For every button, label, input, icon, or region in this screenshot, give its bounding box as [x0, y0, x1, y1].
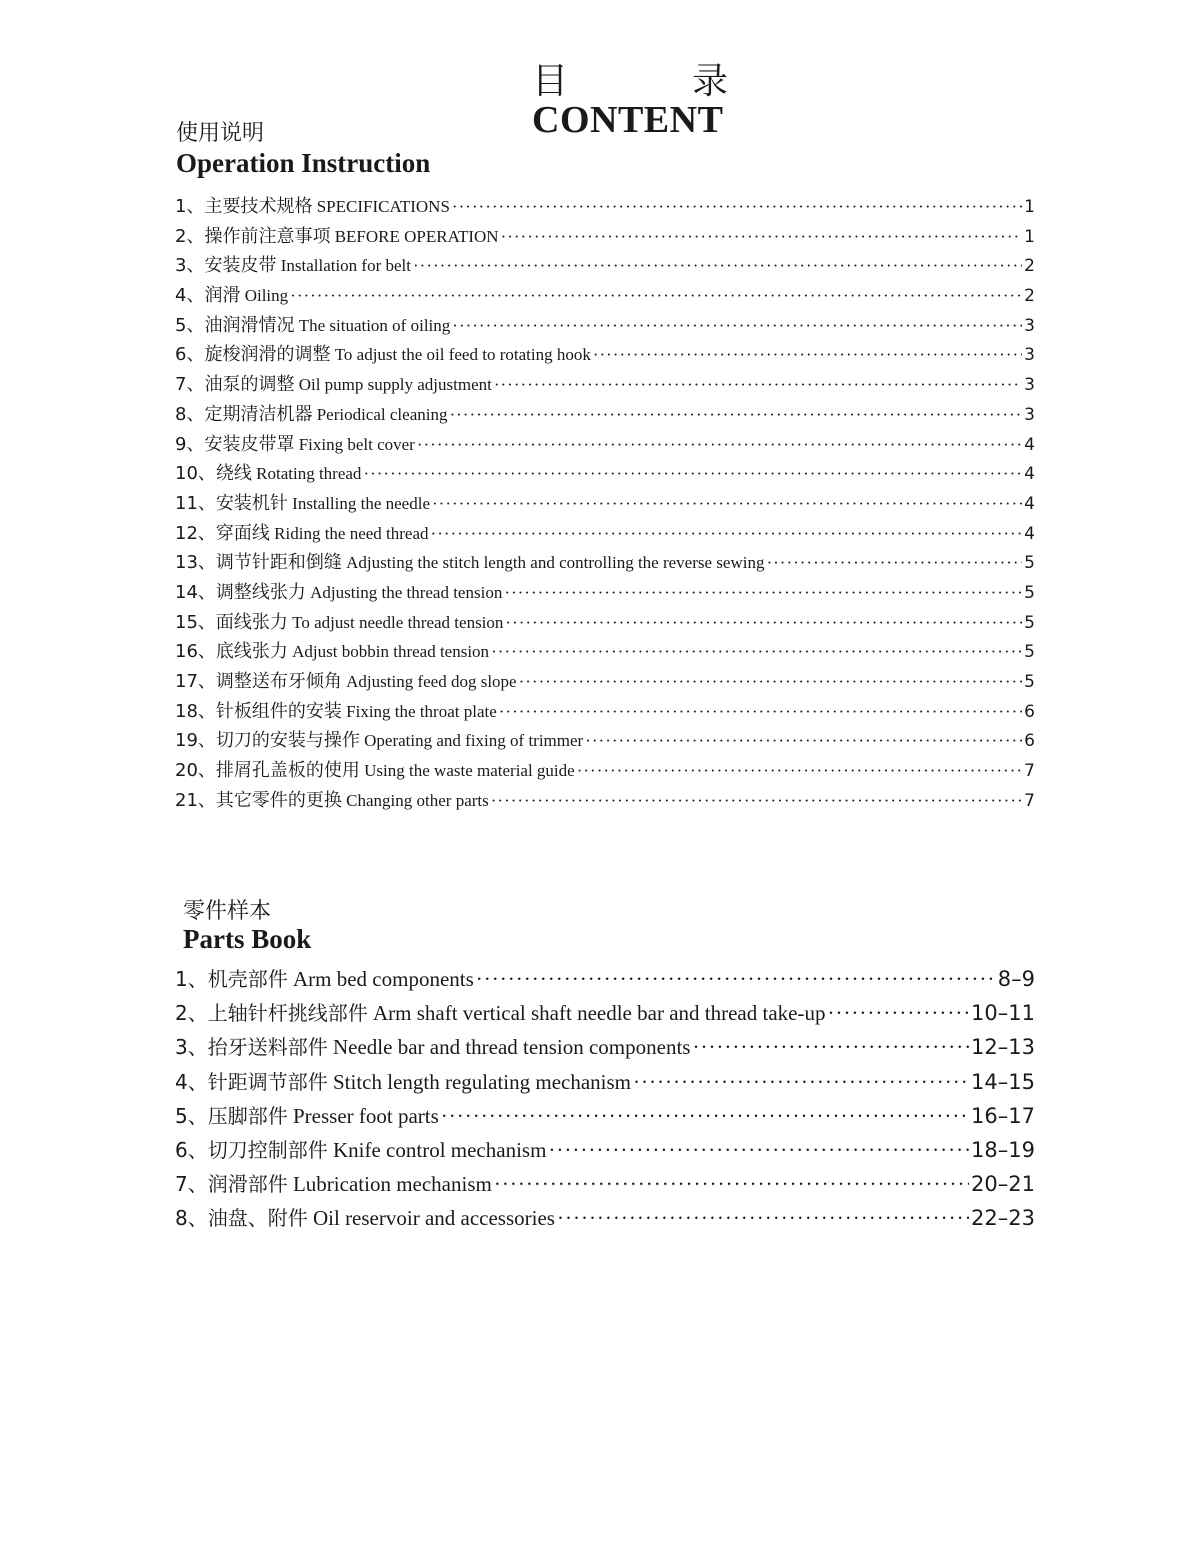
toc-entry-number: 2、	[175, 1001, 208, 1026]
toc-entry-title-chinese: 机壳部件	[207, 967, 288, 991]
toc-entry-page: 14–15	[971, 1069, 1035, 1094]
toc-leader-dots	[417, 435, 1022, 455]
toc-entry-title: Stitch length regulating mechanism	[332, 1069, 632, 1094]
toc-entry-page: 7	[1024, 761, 1035, 782]
toc-entry-label	[175, 1134, 546, 1163]
toc-leader-dots	[491, 791, 1022, 811]
toc-entry[interactable]	[175, 489, 1035, 519]
toc-entry-number: 4、	[175, 285, 205, 307]
page-title-chinese	[532, 62, 728, 102]
toc-entry-page: 5	[1024, 672, 1035, 692]
toc-entry-number: 18、	[175, 700, 216, 722]
toc-entry-page: 6	[1024, 701, 1035, 722]
toc-entry[interactable]	[175, 192, 1035, 222]
toc-entry[interactable]	[175, 756, 1035, 786]
toc-entry-page: 2	[1024, 286, 1035, 307]
toc-entry-page: 4	[1024, 434, 1035, 455]
toc-entry-page: 16–17	[971, 1103, 1035, 1128]
toc-entry-page: 4	[1024, 464, 1035, 485]
toc-entry-page: 4	[1024, 523, 1035, 544]
toc-entry-title: Adjusting the stitch length and controlling the reverse sewing	[346, 553, 765, 573]
parts-heading: Parts Book	[183, 924, 312, 954]
toc-entry-page: 3	[1024, 404, 1035, 425]
toc-entry-title-chinese: 油盘、附件	[207, 1206, 308, 1231]
toc-entry-label	[175, 637, 489, 663]
toc-entry-title-chinese: 排屑孔盖板的使用	[215, 760, 360, 782]
toc-entry-number: 6、	[175, 344, 205, 366]
toc-leader-dots	[766, 553, 1022, 573]
parts-heading-chinese: 零件样本	[183, 899, 272, 924]
toc-entry-title: Riding the need thread	[274, 523, 429, 543]
toc-entry-title-chinese: 油泵的调整	[204, 374, 295, 396]
toc-entry-label	[175, 726, 583, 752]
toc-leader-dots	[491, 642, 1022, 662]
toc-entry-number: 11、	[175, 492, 216, 514]
toc-leader-dots	[494, 375, 1022, 395]
toc-entry-title: To adjust needle thread tension	[292, 612, 504, 632]
toc-entry-label	[175, 459, 361, 485]
toc-entry[interactable]	[175, 430, 1035, 460]
toc-entry-label	[175, 222, 499, 248]
toc-entry-number: 20、	[175, 760, 216, 782]
toc-leader-dots	[504, 583, 1022, 603]
toc-entry-title-chinese: 针板组件的安装	[215, 700, 342, 722]
toc-leader-dots	[290, 286, 1022, 306]
toc-entry-number: 15、	[175, 611, 216, 633]
toc-entry-number: 5、	[175, 314, 205, 336]
toc-entry-label	[175, 997, 825, 1026]
toc-entry-number: 3、	[175, 255, 205, 277]
toc-entry-page: 1	[1024, 197, 1035, 217]
toc-leader-dots	[431, 524, 1023, 544]
toc-entry-title: SPECIFICATIONS	[316, 197, 450, 216]
toc-entry-number: 12、	[175, 522, 216, 544]
toc-entry-label	[175, 519, 429, 545]
toc-entry-title-chinese: 旋梭润滑的调整	[204, 344, 331, 366]
toc-entry-title-chinese: 其它零件的更换	[215, 789, 342, 811]
toc-entry[interactable]	[175, 963, 1035, 997]
toc-entry[interactable]	[175, 548, 1035, 578]
toc-entry-number: 9、	[175, 433, 205, 455]
toc-entry-page: 1	[1024, 226, 1035, 247]
toc-entry[interactable]	[175, 251, 1035, 281]
toc-leader-dots	[633, 1070, 969, 1095]
toc-entry[interactable]	[175, 1066, 1035, 1100]
title-char-1: 目	[532, 61, 569, 102]
toc-entry-label	[175, 340, 591, 366]
toc-entry-title: Oil pump supply adjustment	[298, 375, 492, 395]
toc-entry-label	[175, 786, 489, 812]
toc-entry-page: 10–11	[971, 1001, 1035, 1026]
toc-entry-title-chinese: 调整送布牙倾角	[215, 671, 342, 692]
toc-leader-dots	[476, 967, 996, 992]
toc-entry-label	[175, 756, 575, 782]
toc-entry-title: Oil reservoir and accessories	[312, 1206, 555, 1231]
toc-entry[interactable]	[175, 1168, 1035, 1202]
toc-leader-dots	[499, 702, 1022, 722]
toc-entry-number: 21、	[175, 789, 216, 811]
toc-entry[interactable]	[175, 519, 1035, 549]
toc-entry[interactable]	[175, 222, 1035, 252]
toc-entry-number: 10、	[175, 463, 216, 485]
toc-entry-page: 5	[1024, 612, 1035, 633]
toc-entry[interactable]	[175, 281, 1035, 311]
toc-entry[interactable]	[175, 667, 1035, 697]
operation-heading-chinese: 使用说明	[176, 121, 265, 146]
toc-entry-title-chinese: 绕线	[215, 463, 252, 485]
toc-leader-dots	[413, 256, 1022, 276]
toc-entry-number: 17、	[175, 671, 216, 692]
toc-entry-title: Installing the needle	[292, 493, 430, 513]
toc-entry-title-chinese: 调整线张力	[215, 581, 306, 603]
toc-entry-title: Knife control mechanism	[332, 1137, 547, 1162]
toc-entry-label	[175, 400, 447, 426]
toc-entry-title-chinese: 针距调节部件	[207, 1069, 328, 1094]
toc-entry-number: 13、	[175, 552, 216, 574]
toc-entry-number: 16、	[175, 641, 216, 663]
toc-entry-title: Adjusting feed dog slope	[346, 672, 517, 691]
toc-entry-title: The situation of oiling	[298, 315, 451, 335]
toc-leader-dots	[519, 672, 1023, 692]
toc-entry[interactable]	[175, 400, 1035, 430]
toc-entry-label	[175, 608, 503, 634]
toc-entry-page: 3	[1024, 375, 1035, 396]
toc-entry-title-chinese: 安装皮带	[204, 255, 277, 277]
toc-entry-label	[175, 251, 411, 277]
toc-entry[interactable]	[175, 1134, 1035, 1168]
toc-entry-number: 7、	[175, 1172, 208, 1197]
toc-entry-title: Installation for belt	[280, 256, 412, 276]
toc-entry[interactable]	[175, 697, 1035, 727]
toc-entry-page: 20–21	[971, 1172, 1035, 1197]
toc-entry-title-chinese: 安装皮带罩	[204, 433, 295, 455]
toc-entry-title: Rotating thread	[256, 464, 362, 484]
toc-entry-title: Needle bar and thread tension components	[332, 1035, 691, 1060]
toc-entry-title: Fixing belt cover	[298, 434, 415, 454]
toc-entry-number: 8、	[175, 403, 205, 425]
toc-entry-title-chinese: 压脚部件	[207, 1103, 288, 1128]
toc-leader-dots	[494, 1172, 969, 1197]
toc-entry-number: 2、	[175, 225, 205, 247]
toc-entry-number: 5、	[175, 1103, 208, 1128]
toc-entry-title: Fixing the throat plate	[346, 701, 497, 721]
toc-entry-title-chinese: 操作前注意事项	[204, 225, 331, 247]
toc-entry[interactable]	[175, 340, 1035, 370]
toc-entry-label	[175, 1100, 439, 1129]
toc-entry-number: 7、	[175, 374, 205, 396]
toc-entry-number: 6、	[175, 1137, 208, 1162]
toc-leader-dots	[441, 1104, 969, 1129]
toc-entry[interactable]	[175, 786, 1035, 816]
toc-entry-title-chinese: 穿面线	[215, 522, 270, 544]
toc-leader-dots	[557, 1206, 969, 1231]
toc-entry-page: 3	[1024, 315, 1035, 336]
toc-entry-label	[175, 578, 502, 604]
toc-entry-title-chinese: 切刀控制部件	[207, 1137, 328, 1162]
toc-entry[interactable]	[175, 726, 1035, 756]
toc-entry[interactable]	[175, 1100, 1035, 1134]
toc-leader-dots	[593, 345, 1022, 365]
toc-entry-title-chinese: 安装机针	[215, 492, 288, 514]
toc-entry-label	[175, 430, 415, 456]
toc-entry-title: Arm bed components	[292, 967, 474, 991]
toc-entry-page: 12–13	[971, 1035, 1035, 1060]
toc-entry-title-chinese: 主要技术规格	[204, 196, 313, 217]
toc-leader-dots	[577, 761, 1022, 781]
toc-entry-title: Arm shaft vertical shaft needle bar and thread take-up	[372, 1001, 826, 1026]
toc-entry-title-chinese: 调节针距和倒缝	[215, 552, 342, 574]
toc-entry-page: 5	[1024, 582, 1035, 603]
toc-leader-dots	[827, 1001, 969, 1026]
toc-entry-label	[175, 667, 517, 693]
toc-leader-dots	[449, 405, 1022, 425]
toc-entry-label	[175, 1168, 492, 1197]
toc-entry-title: Changing other parts	[346, 790, 489, 810]
toc-entry[interactable]	[175, 578, 1035, 608]
toc-entry-title-chinese: 油润滑情况	[204, 314, 295, 336]
toc-entry-title: Using the waste material guide	[364, 761, 575, 781]
toc-entry-label	[175, 1066, 631, 1095]
toc-entry-number: 3、	[175, 1035, 208, 1060]
toc-entry[interactable]	[175, 370, 1035, 400]
toc-entry[interactable]	[175, 637, 1035, 667]
toc-leader-dots	[363, 464, 1022, 484]
toc-entry-page: 7	[1024, 790, 1035, 811]
toc-entry-label	[175, 963, 474, 992]
toc-leader-dots	[452, 197, 1022, 217]
toc-entry[interactable]	[175, 1031, 1035, 1065]
toc-entry-page: 8–9	[997, 967, 1035, 991]
toc-entry-title-chinese: 底线张力	[215, 641, 288, 663]
toc-entry-number: 8、	[175, 1206, 208, 1231]
toc-entry[interactable]	[175, 459, 1035, 489]
toc-entry-label	[175, 489, 430, 515]
toc-entry[interactable]	[175, 997, 1035, 1031]
toc-entry-page: 2	[1024, 256, 1035, 277]
toc-entry-label	[175, 281, 288, 307]
toc-entry-title: Operating and fixing of trimmer	[364, 731, 584, 751]
toc-entry-title-chinese: 面线张力	[215, 611, 288, 633]
toc-entry-page: 22–23	[971, 1206, 1035, 1231]
toc-entry-page: 6	[1024, 731, 1035, 752]
toc-entry[interactable]	[175, 608, 1035, 638]
toc-entry-title: Adjust bobbin thread tension	[292, 642, 490, 662]
toc-entry-number: 19、	[175, 730, 216, 752]
parts-toc-list	[175, 963, 1035, 1237]
toc-entry-label	[175, 548, 764, 574]
toc-entry-title: Lubrication mechanism	[292, 1172, 492, 1197]
toc-entry-label	[175, 192, 450, 218]
toc-entry-page: 3	[1024, 345, 1035, 366]
toc-entry-page: 5	[1024, 553, 1035, 574]
toc-entry-label	[175, 1202, 555, 1231]
operation-heading: Operation Instruction	[176, 148, 431, 178]
toc-entry-number: 4、	[175, 1069, 208, 1094]
page-title: CONTENT	[532, 99, 724, 141]
toc-entry-label	[175, 697, 497, 723]
toc-entry-number: 1、	[175, 967, 208, 991]
toc-entry-title: Adjusting the thread tension	[310, 582, 503, 602]
toc-entry-title: Periodical cleaning	[316, 404, 448, 424]
toc-leader-dots	[505, 613, 1022, 633]
toc-leader-dots	[501, 227, 1023, 247]
toc-entry-title: Oiling	[244, 286, 289, 306]
toc-leader-dots	[692, 1035, 969, 1060]
toc-entry-page: 18–19	[971, 1137, 1035, 1162]
toc-entry[interactable]	[175, 311, 1035, 341]
toc-leader-dots	[585, 731, 1022, 751]
toc-entry-number: 14、	[175, 581, 216, 603]
toc-entry-title-chinese: 润滑	[204, 285, 241, 307]
toc-entry-title: To adjust the oil feed to rotating hook	[334, 345, 591, 365]
toc-entry-label	[175, 370, 492, 396]
toc-entry-title-chinese: 定期清洁机器	[204, 403, 313, 425]
toc-entry-title-chinese: 切刀的安装与操作	[215, 730, 360, 752]
toc-entry-title-chinese: 上轴针杆挑线部件	[207, 1001, 368, 1026]
toc-entry-number: 1、	[175, 196, 205, 217]
toc-entry-title-chinese: 抬牙送料部件	[207, 1035, 328, 1060]
toc-entry-page: 5	[1024, 642, 1035, 663]
toc-entry-label	[175, 311, 450, 337]
toc-entry-label	[175, 1031, 690, 1060]
toc-entry-title-chinese: 润滑部件	[207, 1172, 288, 1197]
toc-leader-dots	[432, 494, 1022, 514]
toc-entry-title: BEFORE OPERATION	[334, 226, 499, 246]
toc-leader-dots	[452, 316, 1022, 336]
toc-entry-title: Presser foot parts	[292, 1103, 439, 1128]
operation-toc-list	[175, 192, 1035, 815]
toc-entry-page: 4	[1024, 493, 1035, 514]
title-char-2: 录	[691, 61, 728, 102]
toc-entry[interactable]	[175, 1202, 1035, 1236]
toc-leader-dots	[548, 1138, 969, 1163]
